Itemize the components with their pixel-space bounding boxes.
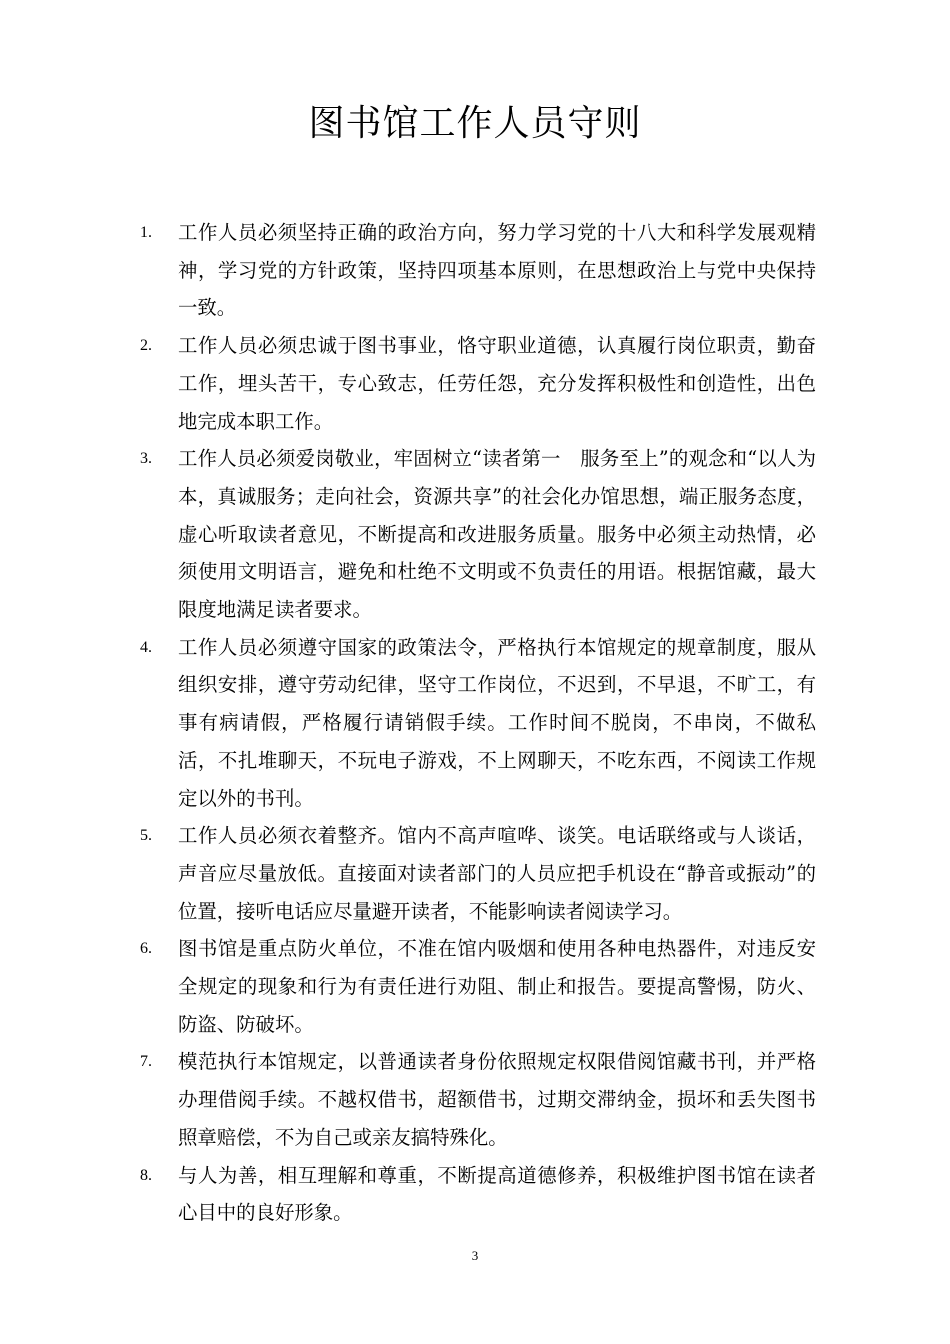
rule-item <box>140 817 816 930</box>
rule-item <box>140 930 816 1043</box>
rule-number: 4. <box>140 638 152 656</box>
rule-number: 7. <box>140 1053 152 1071</box>
rules-list <box>140 214 816 1232</box>
rule-item <box>140 214 816 327</box>
rule-number: 3. <box>140 450 152 468</box>
rule-item <box>140 629 816 818</box>
rule-text: 工作人员必须爱岗敬业，牢固树立“读者第一 服务至上”的观念和“以人为本，真诚服务；走向社会，资源共享”的社会化办馆思想，端正服务态度，虚心听取读者意见，不断提高和改进服务质量。服务中必须主动热情，必须使用文明语言，避免和杜绝不文明或不负责任的用语。根据馆藏，最大限度地满足读者要求。 <box>178 447 816 622</box>
document-title: 图书馆工作人员守则 <box>308 103 642 144</box>
rule-number: 8. <box>140 1166 152 1184</box>
rule-number: 6. <box>140 940 152 958</box>
rule-number: 5. <box>140 827 152 845</box>
rule-text: 图书馆是重点防火单位，不准在馆内吸烟和使用各种电热器件，对违反安全规定的现象和行为有责任进行劝阻、制止和报告。要提高警惕，防火、防盗、防破坏。 <box>178 937 816 1036</box>
rule-text: 与人为善，相互理解和尊重，不断提高道德修养，积极维护图书馆在读者心目中的良好形象。 <box>178 1163 816 1225</box>
rule-number: 1. <box>140 224 152 241</box>
rule-text: 工作人员必须忠诚于图书事业，恪守职业道德，认真履行岗位职责，勤奋工作，埋头苦干，专心致志，任劳任怨，充分发挥积极性和创造性，出色地完成本职工作。 <box>178 334 816 433</box>
rule-item <box>140 327 816 440</box>
rule-number: 2. <box>140 337 152 355</box>
rule-text: 模范执行本馆规定，以普通读者身份依照规定权限借阅馆藏书刊，并严格办理借阅手续。不越权借书，超额借书，过期交滞纳金，损坏和丢失图书照章赔偿，不为自己或亲友搞特殊化。 <box>178 1050 816 1149</box>
rule-text: 工作人员必须遵守国家的政策法令，严格执行本馆规定的规章制度，服从组织安排，遵守劳动纪律，坚守工作岗位，不迟到，不早退，不旷工，有事有病请假，严格履行请销假手续。工作时间不脱岗，不串岗，不做私活，不扎堆聊天，不玩电子游戏，不上网聊天，不吃东西，不阅读工作规定以外的书刊。 <box>178 635 816 810</box>
rule-item <box>140 1043 816 1156</box>
rule-text: 工作人员必须衣着整齐。馆内不高声喧哗、谈笑。电话联络或与人谈话，声音应尽量放低。直接面对读者部门的人员应把手机设在“静音或振动”的位置，接听电话应尽量避开读者，不能影响读者阅读学习。 <box>178 824 816 923</box>
rule-text: 工作人员必须坚持正确的政治方向，努力学习党的十八大和科学发展观精神，学习党的方针政策，坚持四项基本原则，在思想政治上与党中央保持一致。 <box>178 221 816 320</box>
rule-item <box>140 440 816 629</box>
page-number: 3 <box>471 1248 479 1263</box>
rule-item <box>140 1157 816 1232</box>
